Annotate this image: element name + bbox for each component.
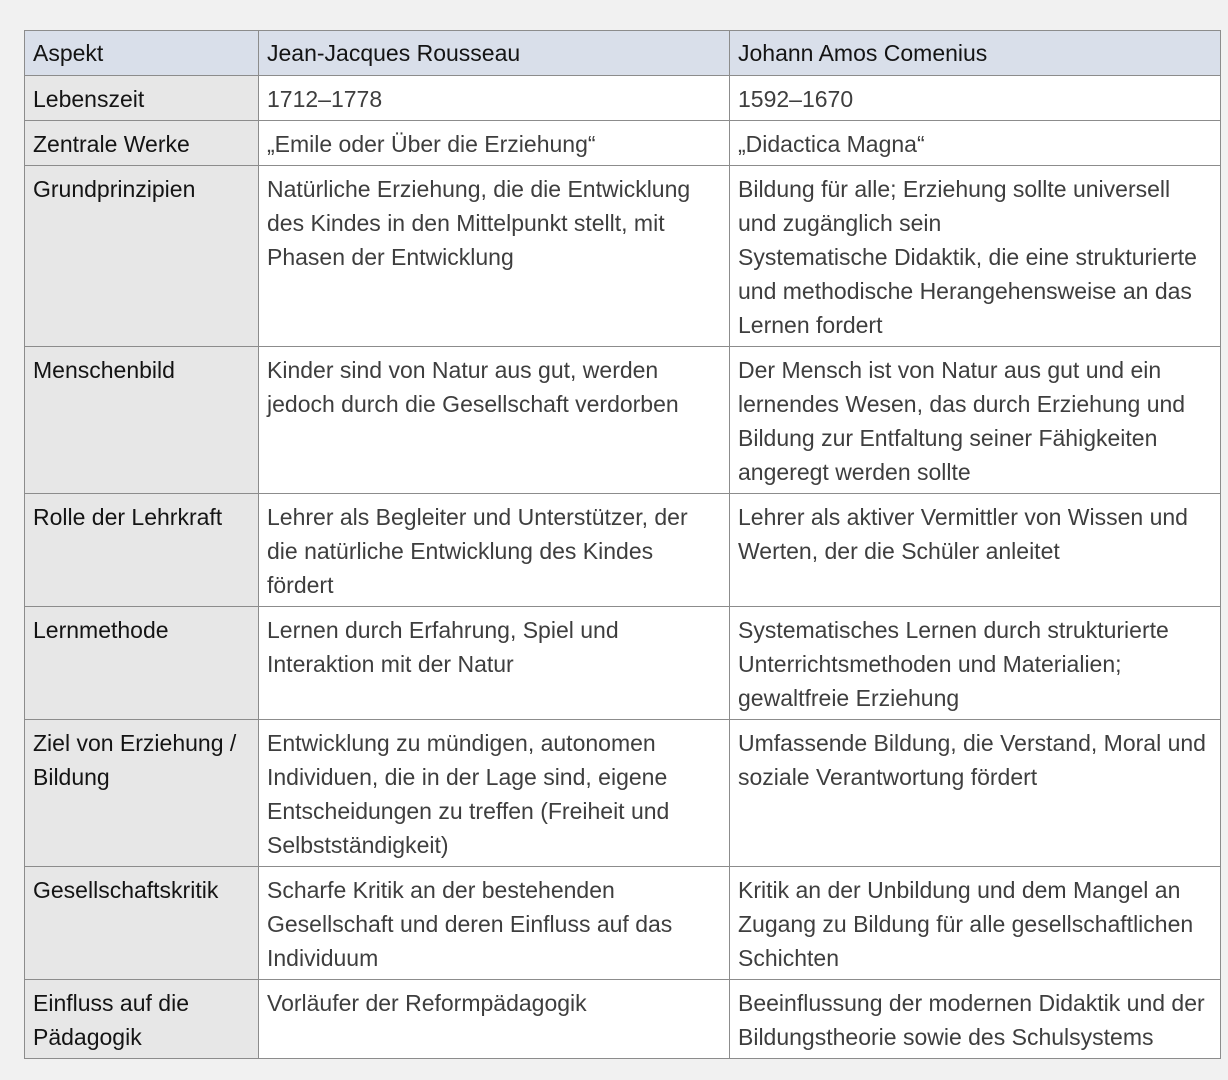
comparison-table [24, 30, 1221, 1059]
header-aspect: Aspekt [25, 31, 259, 76]
comenius-cell-text: „Didactica Magna“ [738, 131, 925, 157]
comparison-sheet [24, 30, 1220, 1059]
comenius-cell-text: Beeinflussung der modernen Didaktik und der Bildungstheorie sowie des Schulsystems [738, 990, 1205, 1050]
comenius-cell [730, 166, 1221, 347]
rousseau-cell-text: Vorläufer der Reformpädagogik [267, 990, 587, 1016]
table-row [25, 494, 1221, 607]
aspect-cell: Lebenszeit [25, 76, 259, 121]
table-row [25, 720, 1221, 867]
comenius-cell [730, 494, 1221, 607]
rousseau-cell [259, 867, 730, 980]
header-rousseau: Jean-Jacques Rousseau [259, 31, 730, 76]
table-header [25, 31, 1221, 76]
aspect-cell: Gesellschaftskritik [25, 867, 259, 980]
comenius-cell [730, 867, 1221, 980]
comenius-cell [730, 607, 1221, 720]
aspect-cell: Menschenbild [25, 347, 259, 494]
table-row [25, 867, 1221, 980]
rousseau-cell [259, 494, 730, 607]
table-row [25, 166, 1221, 347]
rousseau-cell-text: „Emile oder Über die Erziehung“ [267, 131, 596, 157]
aspect-cell: Grundprinzipien [25, 166, 259, 347]
comenius-cell-text: Der Mensch ist von Natur aus gut und ein lernendes Wesen, das durch Erziehung und Bildung zur Entfaltung seiner Fähigkeiten angeregt werden sollte [738, 357, 1186, 485]
comenius-cell-text: Systematisches Lernen durch strukturierte Unterrichtsmethoden und Materialien; gewaltfreie Erziehung [738, 617, 1169, 711]
rousseau-cell-text: Lehrer als Begleiter und Unterstützer, der die natürliche Entwicklung des Kindes fördert [267, 504, 688, 598]
table-row [25, 347, 1221, 494]
rousseau-cell-text: Kinder sind von Natur aus gut, werden jedoch durch die Gesellschaft verdorben [267, 357, 679, 417]
rousseau-cell [259, 76, 730, 121]
rousseau-cell-text: Lernen durch Erfahrung, Spiel und Interaktion mit der Natur [267, 617, 619, 677]
comenius-cell-text: Kritik an der Unbildung und dem Mangel an Zugang zu Bildung für alle gesellschaftlichen Schichten [738, 877, 1194, 971]
comenius-cell-text: Lehrer als aktiver Vermittler von Wissen und Werten, der die Schüler anleitet [738, 504, 1188, 564]
comenius-cell [730, 121, 1221, 166]
header-row [25, 31, 1221, 76]
rousseau-cell [259, 980, 730, 1059]
rousseau-cell [259, 347, 730, 494]
comenius-cell-text: 1592–1670 [738, 86, 854, 112]
comenius-cell [730, 720, 1221, 867]
rousseau-cell [259, 121, 730, 166]
comenius-cell [730, 347, 1221, 494]
table-row [25, 121, 1221, 166]
comenius-cell [730, 76, 1221, 121]
aspect-cell: Lernmethode [25, 607, 259, 720]
table-row [25, 607, 1221, 720]
rousseau-cell-text: Scharfe Kritik an der bestehenden Gesellschaft und deren Einfluss auf das Individuum [267, 877, 673, 971]
aspect-cell: Rolle der Lehrkraft [25, 494, 259, 607]
table-row [25, 76, 1221, 121]
rousseau-cell [259, 720, 730, 867]
comenius-cell-text: Umfassende Bildung, die Verstand, Moral und soziale Verantwortung fördert [738, 730, 1206, 790]
table-body [25, 76, 1221, 1059]
aspect-cell: Zentrale Werke [25, 121, 259, 166]
comenius-cell-text: Bildung für alle; Erziehung sollte universell und zugänglich sein [738, 176, 1171, 236]
rousseau-cell [259, 166, 730, 347]
header-comenius: Johann Amos Comenius [730, 31, 1221, 76]
table-row [25, 980, 1221, 1059]
aspect-cell: Ziel von Erziehung / Bildung [25, 720, 259, 867]
rousseau-cell-text: Entwicklung zu mündigen, autonomen Individuen, die in der Lage sind, eigene Entscheidungen zu treffen (Freiheit und Selbstständigkeit) [267, 730, 670, 858]
comenius-cell-text: Systematische Didaktik, die eine strukturierte und methodische Herangehensweise an das Lernen fordert [738, 244, 1197, 338]
rousseau-cell-text: 1712–1778 [267, 86, 383, 112]
comenius-cell [730, 980, 1221, 1059]
rousseau-cell [259, 607, 730, 720]
aspect-cell: Einfluss auf die Pädagogik [25, 980, 259, 1059]
rousseau-cell-text: Natürliche Erziehung, die die Entwicklung des Kindes in den Mittelpunkt stellt, mit Phasen der Entwicklung [267, 176, 691, 270]
